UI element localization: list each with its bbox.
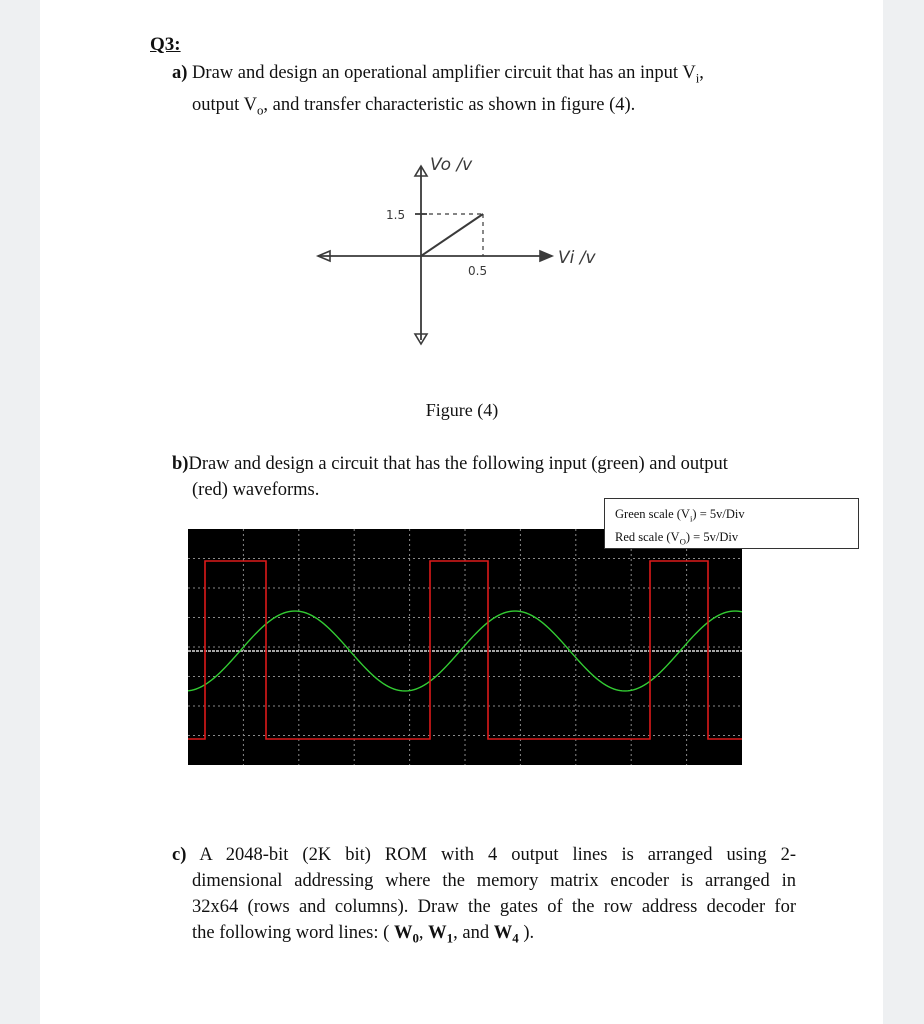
part-a-label: a) (172, 63, 188, 83)
y-tick-label: 1.5 (386, 208, 406, 222)
figure-4-sketch (0, 0, 924, 400)
y-axis-label: Vo /v (430, 155, 473, 175)
transfer-characteristic-line (421, 214, 483, 256)
x-axis-label: Vi /v (558, 248, 596, 268)
part-b-line-1: b)Draw and design a circuit that has the following input (green) and output (172, 454, 728, 474)
x-tick-label: 0.5 (468, 264, 488, 278)
scale-legend (604, 498, 859, 549)
scope-grid (188, 529, 742, 765)
red-scale-text: Red scale $(V_O) = 5v/Div$ (615, 529, 739, 546)
question-label: Q3: (150, 34, 181, 55)
x-axis-right-arrow-icon (540, 251, 552, 261)
part-c-line-4: the following word lines: ( $W_0$, $W_1$, and $W_4$ ). (192, 923, 535, 946)
part-b-text (172, 451, 802, 503)
part-c-text (172, 842, 796, 952)
part-c-line-2: dimensional addressing where the memory matrix encoder is arranged in (192, 871, 796, 891)
part-c-line-3: 32x64 (rows and columns). Draw the gates of the row address decoder for (192, 897, 796, 917)
part-b-line-2: (red) waveforms. (192, 480, 320, 500)
part-a-line-1: a) Draw and design an operational amplifier circuit that has an input $V_i$, (172, 63, 704, 86)
part-a-line-2: output $V_o$, and transfer characteristic as shown in figure (4). (192, 94, 636, 118)
part-c-label: c) (172, 845, 187, 865)
part-b-label: b) (172, 454, 189, 474)
part-c-line-1: c) A 2048-bit (2K bit) ROM with 4 output lines is arranged using 2- (172, 845, 797, 865)
green-scale-text: Green scale $(V_i) = 5v/Div$ (615, 507, 745, 524)
oscilloscope-svg (188, 529, 742, 765)
figure-4-caption: Figure (4) (425, 400, 499, 420)
oscilloscope-display (188, 529, 742, 765)
